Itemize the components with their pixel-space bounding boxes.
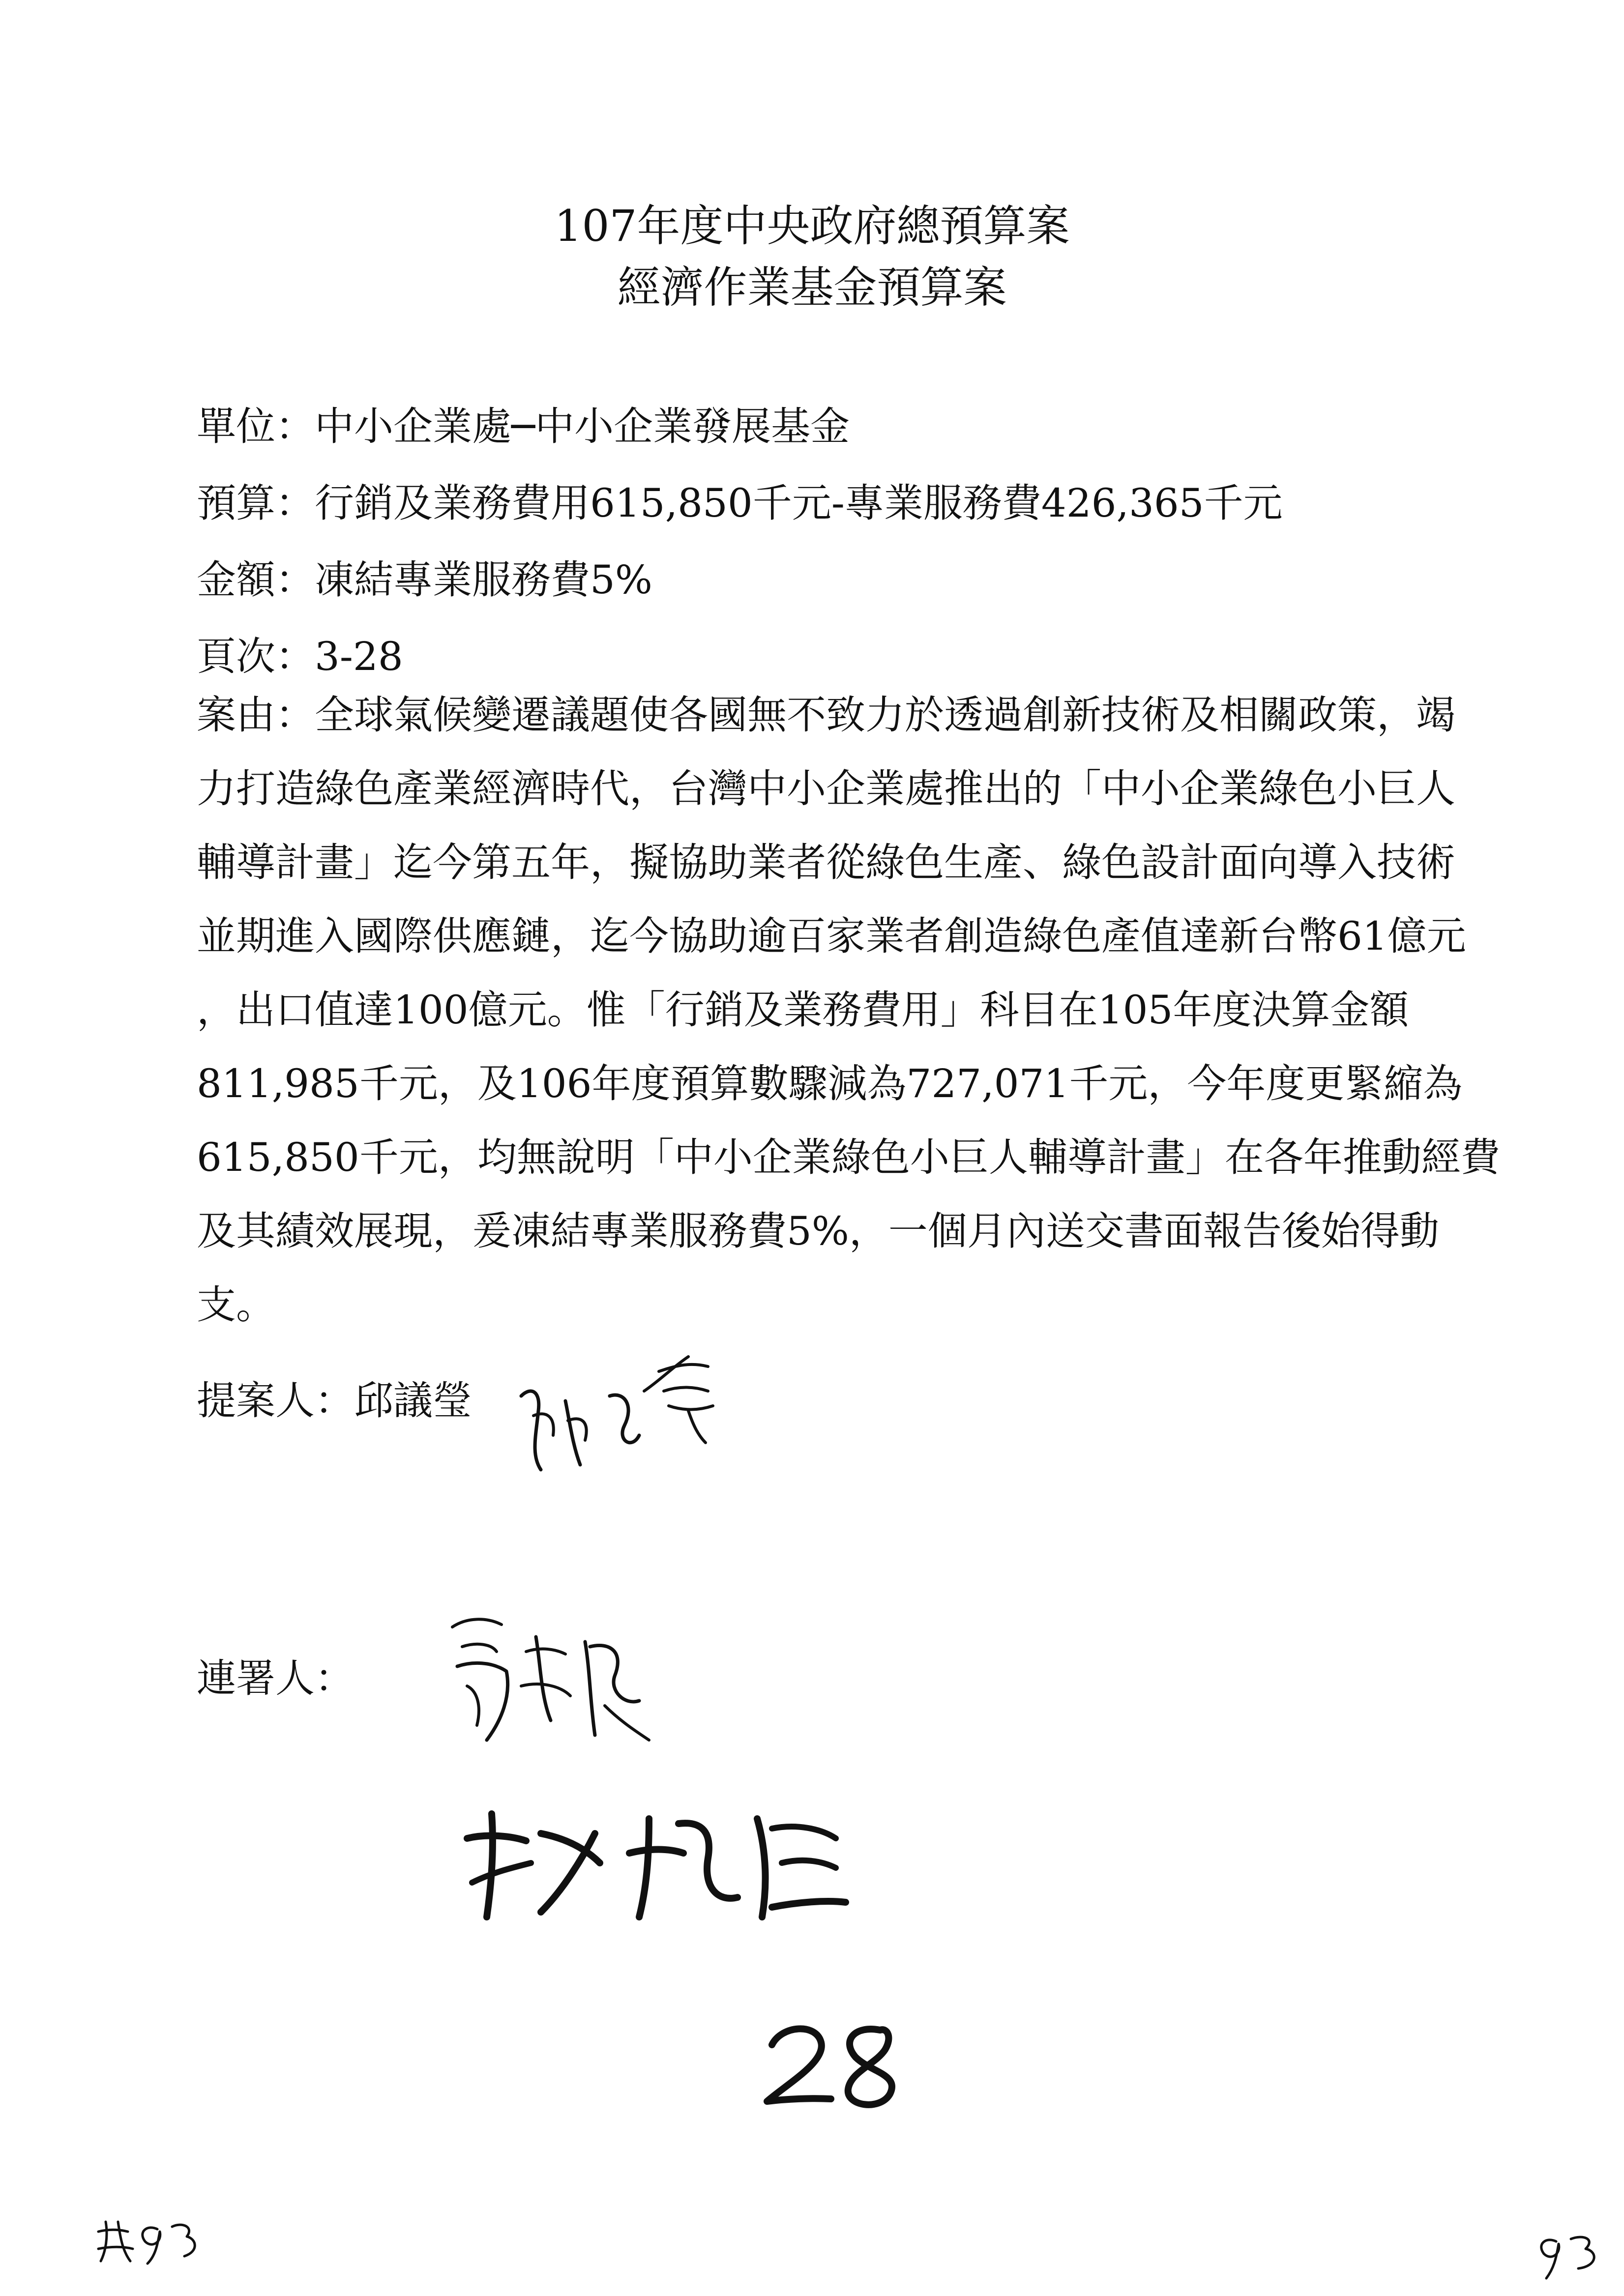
cosigner-label: 連署人： xyxy=(197,1656,354,1701)
field-value: 凍結專業服務費5% xyxy=(315,557,652,603)
field-amount xyxy=(197,542,1436,618)
reason-line: 力打造綠色產業經濟時代，台灣中小企業處推出的「中小企業綠色小巨人 xyxy=(197,766,1455,812)
page-title-line-2: 經濟作業基金預算案 xyxy=(617,262,1007,313)
reason-line: 案由：全球氣候變遷議題使各國無不致力於透過創新技術及相關政策，竭 xyxy=(197,692,1455,738)
page-title-line-1: 107年度中央政府總預算案 xyxy=(554,201,1070,251)
handwritten-corner-right xyxy=(1529,2227,1603,2281)
field-unit xyxy=(197,388,1436,465)
cosigner-signature-1 xyxy=(443,1607,659,1760)
cosigner-line xyxy=(197,1649,354,1708)
proposer-label: 提案人： xyxy=(197,1378,354,1424)
reason-line: 811,985千元，及106年度預算數驟減為727,071千元，今年度更緊縮為 xyxy=(197,1061,1463,1106)
field-value: 中小企業處─中小企業發展基金 xyxy=(315,404,850,449)
handwritten-page-number xyxy=(757,2015,915,2114)
proposer-line xyxy=(197,1371,472,1430)
field-budget xyxy=(197,465,1436,542)
field-label: 金額： xyxy=(197,557,315,603)
field-label: 預算： xyxy=(197,480,315,526)
reason-line: 及其績效展現，爰凍結專業服務費5%，一個月內送交書面報告後始得動 xyxy=(197,1208,1439,1254)
field-value: 行銷及業務費用615,850千元-專業服務費426,365千元 xyxy=(315,480,1283,526)
field-label: 頁次： xyxy=(197,634,315,679)
proposer-signature xyxy=(511,1337,738,1484)
reason-label: 案由： xyxy=(197,692,315,738)
reason-line: 615,850千元，均無說明「中小企業綠色小巨人輔導計畫」在各年推動經費 xyxy=(197,1134,1500,1180)
reason-line: ，出口值達100億元。惟「行銷及業務費用」科目在105年度決算金額 xyxy=(197,987,1409,1033)
proposer-name: 邱議瑩 xyxy=(354,1378,472,1424)
field-label: 單位： xyxy=(197,404,315,449)
cosigner-signature-2 xyxy=(452,1794,856,1932)
handwritten-corner-left xyxy=(89,2212,207,2266)
reason-line: 輔導計畫」迄今第五年，擬協助業者從綠色生產、綠色設計面向導入技術 xyxy=(197,840,1455,885)
reason-line: 支。 xyxy=(197,1282,275,1328)
reason-line: 並期進入國際供應鏈，迄今協助逾百家業者創造綠色產值達新台幣61億元 xyxy=(197,913,1466,959)
field-value: 3-28 xyxy=(315,634,403,679)
